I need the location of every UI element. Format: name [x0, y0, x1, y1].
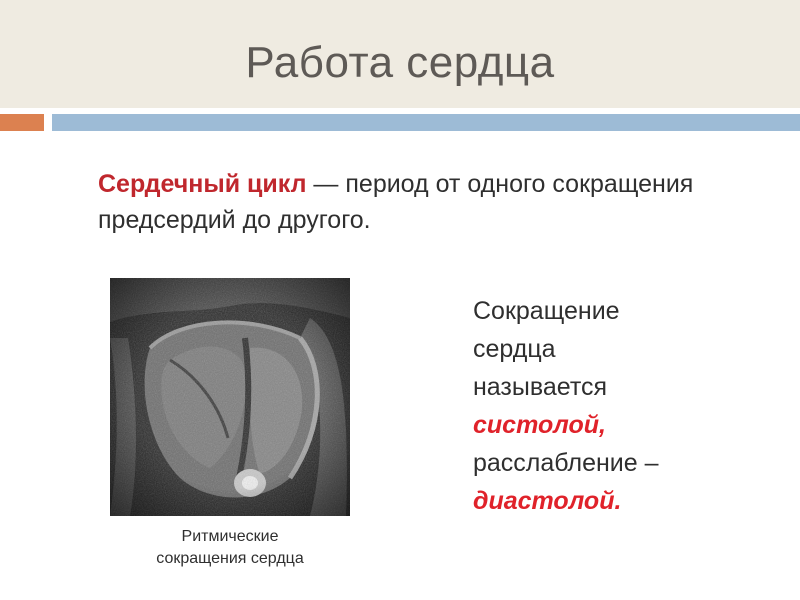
definition-term: Сердечный цикл	[98, 170, 307, 198]
side-text-line: расслабление –	[473, 449, 659, 477]
systole-term: систолой,	[473, 411, 606, 439]
systole-diastole-text	[473, 292, 773, 520]
caption-line: сокращения сердца	[156, 550, 304, 567]
heart-mri-image	[110, 278, 350, 516]
caption-line: Ритмические	[181, 528, 279, 545]
image-caption	[110, 526, 350, 570]
definition-text: — период от одного сокращения предсердий до другого.	[98, 170, 694, 234]
accent-bar-orange	[0, 114, 44, 131]
accent-bar-blue	[52, 114, 800, 131]
definition-paragraph	[98, 166, 718, 238]
heart-mri-illustration	[110, 278, 350, 516]
side-text-line: Сокращение	[473, 297, 620, 325]
side-text-line: называется	[473, 373, 608, 401]
slide-title: Работа сердца	[245, 38, 555, 87]
side-text-line: сердца	[473, 335, 556, 363]
diastole-term: диастолой.	[473, 487, 622, 515]
